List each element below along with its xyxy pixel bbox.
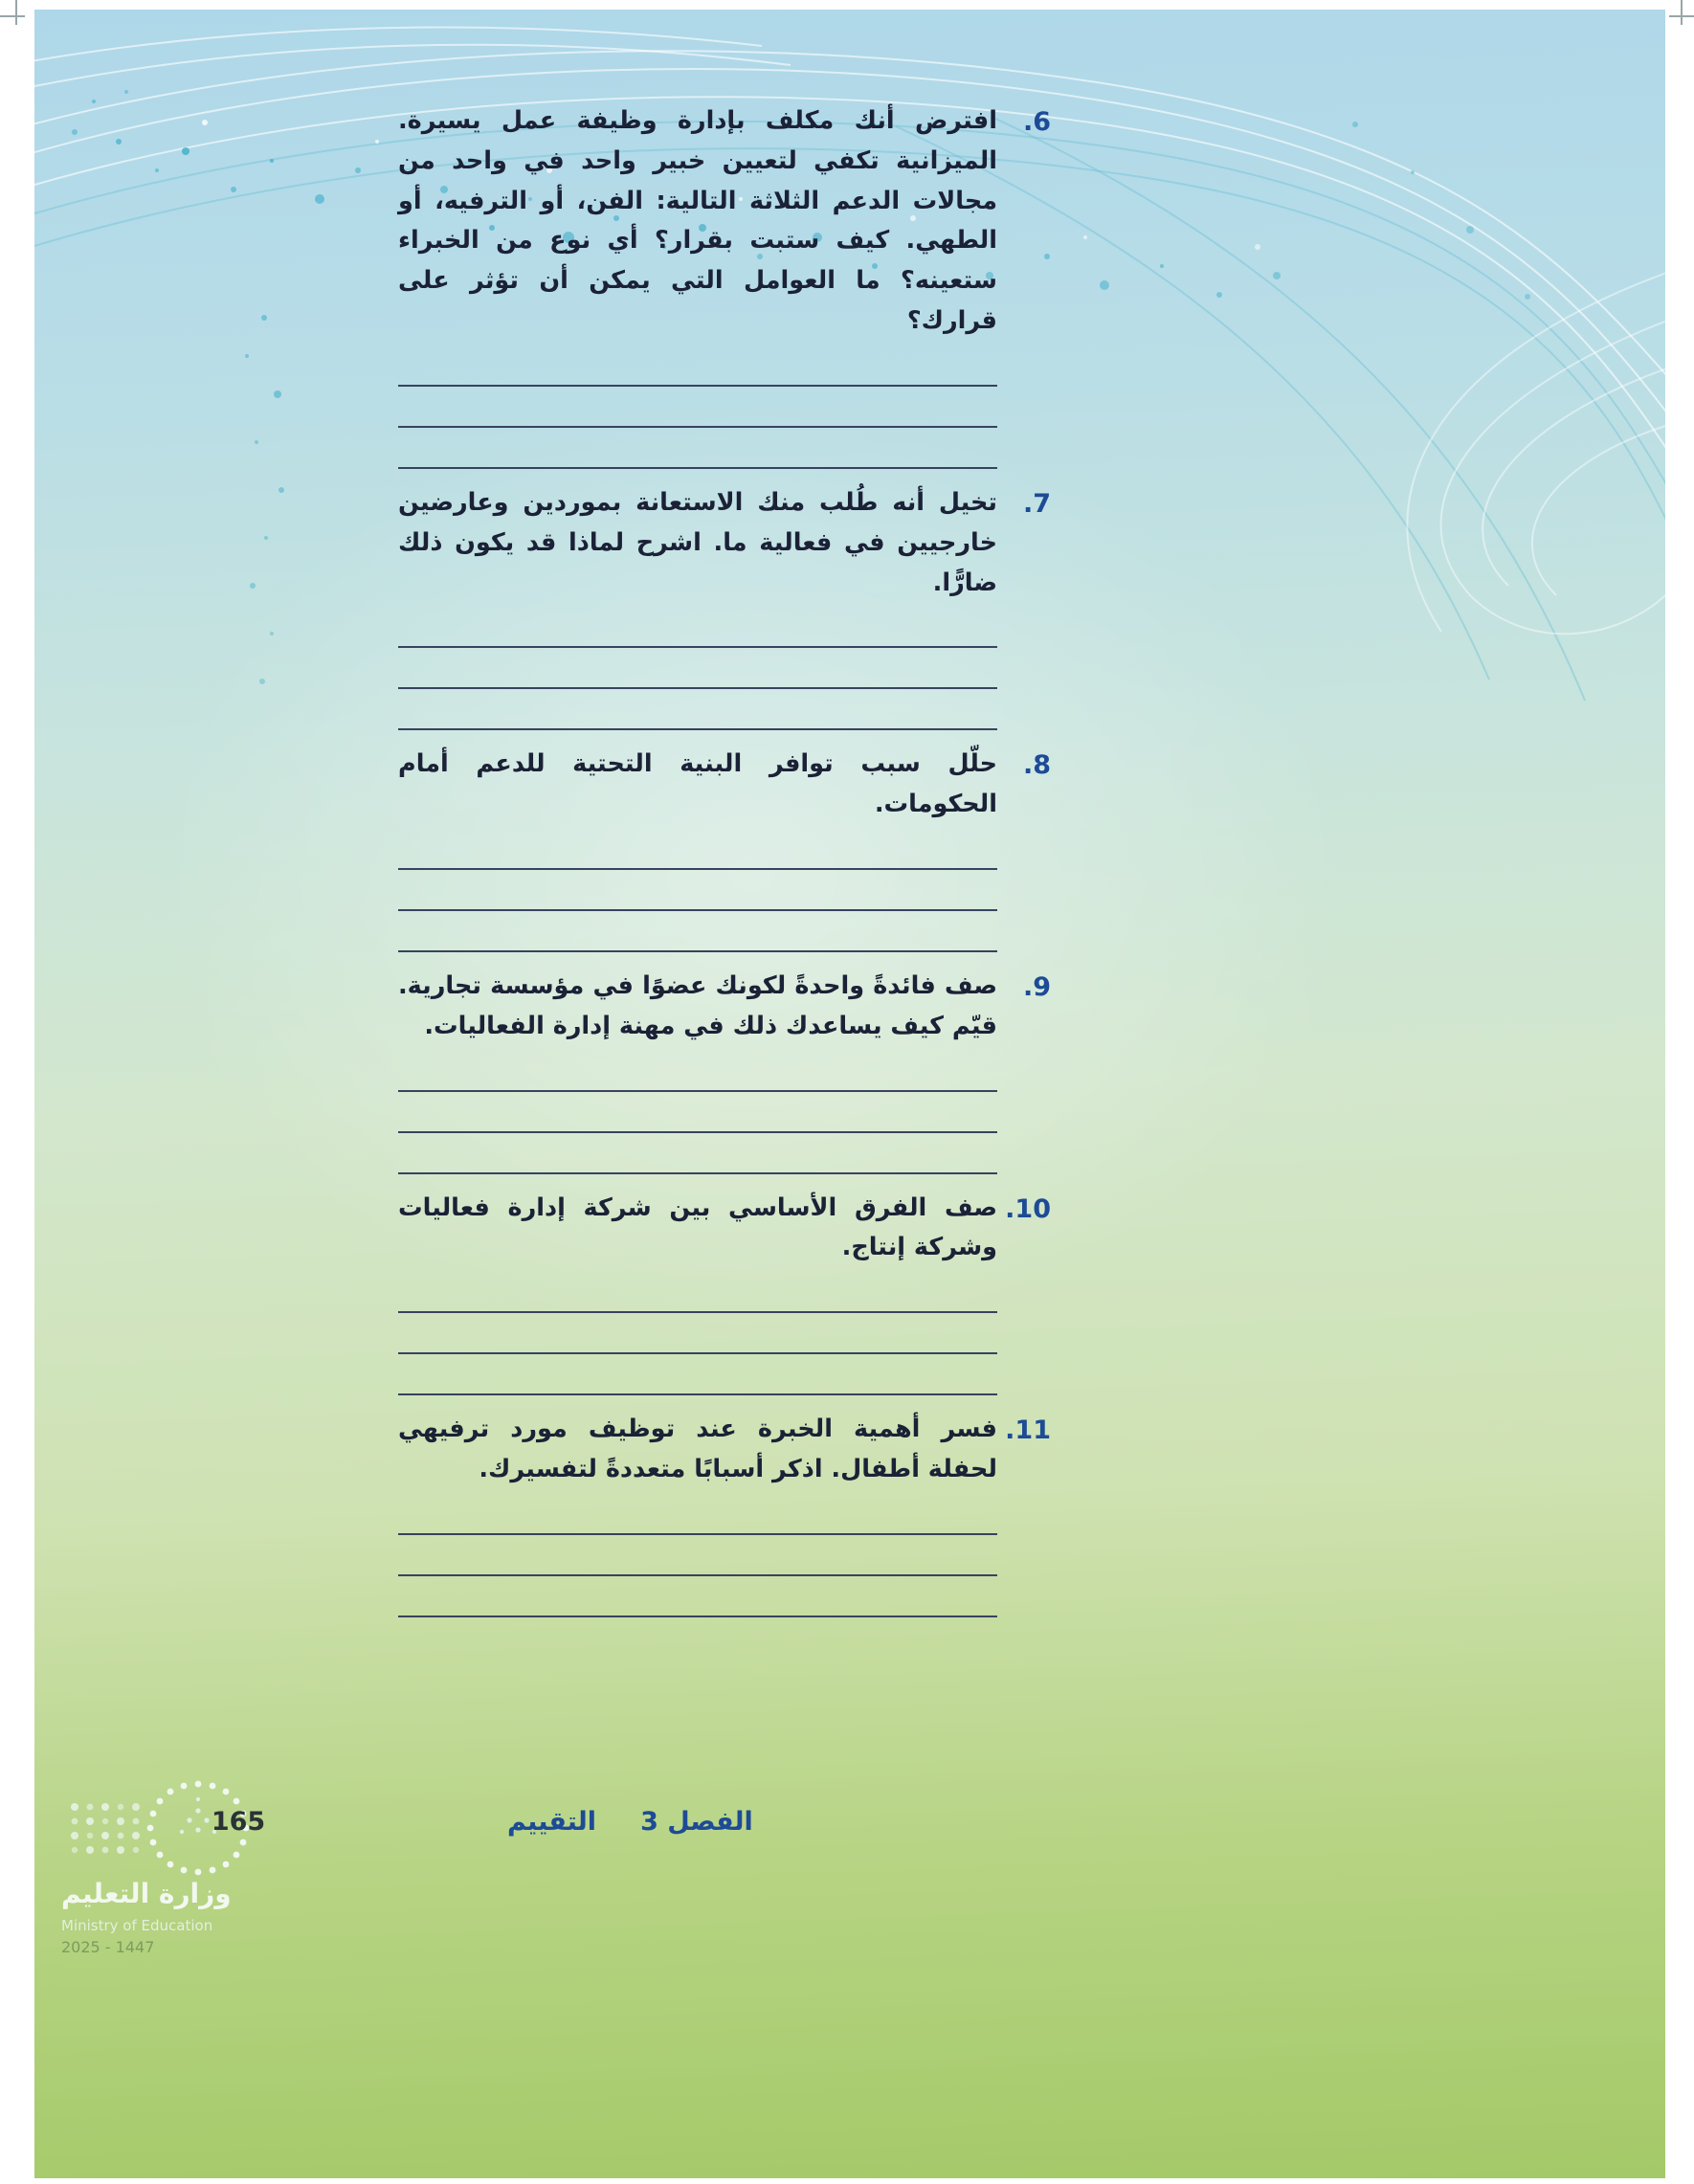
answer-line [398,689,997,730]
ministry-wordmark [61,1878,310,1956]
question-10 [398,1189,1051,1396]
answer-line [398,607,997,648]
answer-line [398,1576,997,1617]
answer-area [398,1494,997,1617]
question-text: تخيل أنه طُلب منك الاستعانة بموردين وعارضين خارجيين في فعالية ما. اشرح لماذا قد يكون ذلك ضارًّا. [398,487,997,597]
question-number: 6. [1022,107,1051,137]
question-number: 11. [1005,1415,1051,1446]
chapter-footer-label [507,1807,753,1837]
ministry-years: 2025 - 1447 [61,1938,155,1956]
question-text: صف فائدةً واحدةً لكونك عضوًا في مؤسسة تجارية. قيّم كيف يساعدك ذلك في مهنة إدارة الفعاليات. [398,970,997,1040]
question-11 [398,1410,1051,1617]
ministry-name-english: Ministry of Education [61,1917,213,1934]
question-number: 10. [1005,1193,1051,1224]
answer-line [398,829,997,870]
question-6 [398,101,1051,469]
page-background [34,10,1665,2178]
ministry-name-arabic: وزارة التعليم [61,1878,232,1909]
answer-line [398,1354,997,1395]
question-number: 9. [1022,971,1051,1002]
answer-line [398,345,997,387]
answer-line [398,1313,997,1354]
answer-line [398,387,997,428]
question-7 [398,483,1051,730]
answer-line [398,911,997,952]
question-8 [398,745,1051,952]
footer-section-title: التقييم [507,1807,597,1837]
answer-line [398,1092,997,1133]
question-text: افترض أنك مكلف بإدارة وظيفة عمل يسيرة. الميزانية تكفي لتعيين خبير واحد في واحد من مجالات الدعم الثلاثة التالية: الفن، أو الترفيه، أو الطهي. كيف ستبت بقرار؟ أي نوع من الخبراء ستعينه؟ ما العوامل التي يمكن أن تؤثر على قرارك؟ [398,106,997,336]
question-text: فسر أهمية الخبرة عند توظيف مورد ترفيهي لحفلة أطفال. اذكر أسبابًا متعددةً لتفسيرك. [398,1415,997,1483]
answer-area [398,829,997,952]
answer-line [398,648,997,689]
answer-line [398,1133,997,1174]
question-9 [398,967,1051,1174]
question-number: 8. [1022,750,1051,781]
answer-area [398,607,997,730]
answer-area [398,345,997,469]
answer-line [398,870,997,911]
answer-line [398,1494,997,1535]
answer-line [398,1535,997,1576]
questions-section [398,101,1051,1632]
crop-mark [1669,15,1694,17]
question-text: حلّل سبب توافر البنية التحتية للدعم أمام الحكومات. [398,749,997,819]
question-text: صف الفرق الأساسي بين شركة إدارة فعاليات وشركة إنتاج. [398,1192,997,1262]
answer-line [398,1051,997,1092]
question-number: 7. [1022,488,1051,519]
page-number: 165 [211,1807,266,1837]
answer-line [398,428,997,469]
answer-area [398,1272,997,1395]
answer-area [398,1051,997,1174]
answer-line [398,1272,997,1313]
crop-mark [15,0,17,25]
crop-mark [0,15,25,17]
footer-chapter-number: الفصل 3 [640,1807,753,1837]
crop-mark [1681,0,1683,25]
